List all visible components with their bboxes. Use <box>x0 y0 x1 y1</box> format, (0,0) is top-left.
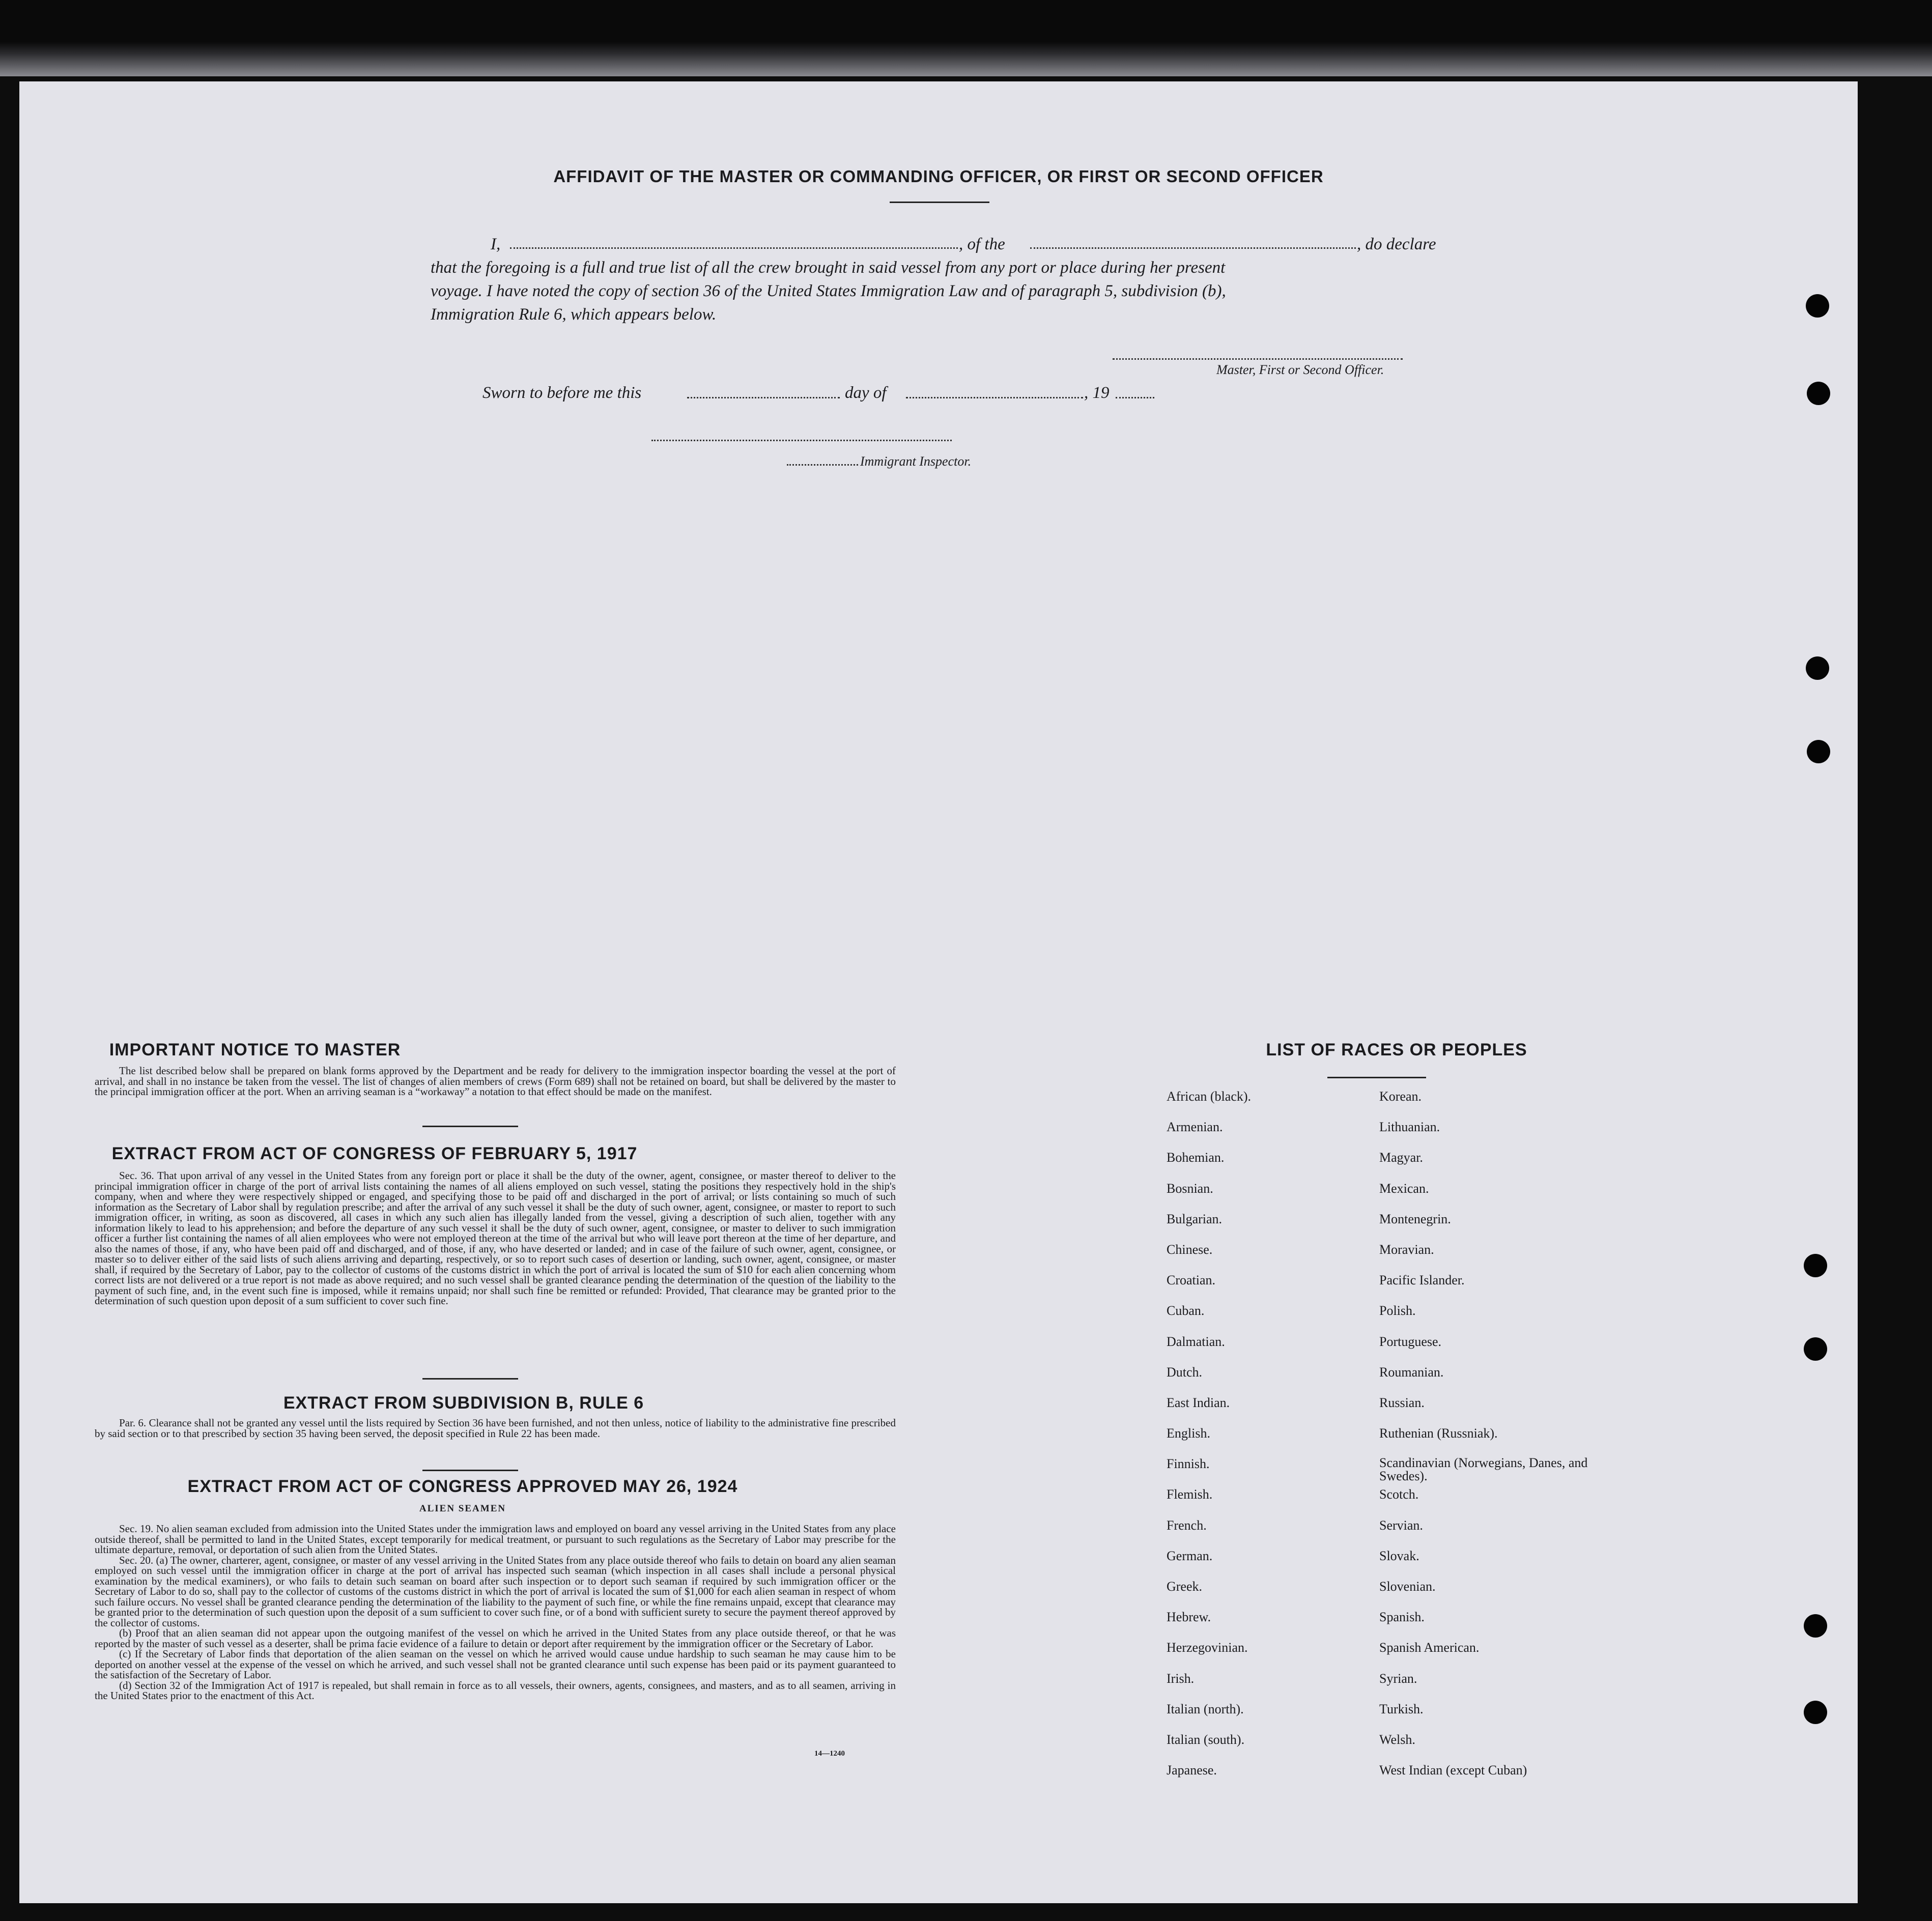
race-item: French. <box>1167 1517 1207 1533</box>
sworn-line <box>482 384 1110 403</box>
race-item: Japanese. <box>1167 1763 1217 1778</box>
races-right-column <box>1379 1089 1593 1793</box>
race-item: Chinese. <box>1167 1242 1213 1257</box>
section-20-b: (b) Proof that an alien seaman did not appear upon the outgoing manifest of the vessel on which he arrived in the United States from any place outside thereof, or that he was reported by the master of such vessel as a deserter, shall be prima facie evidence of a failure to detain or deport after requirement by the immigration officer or the Secretary of Labor. <box>95 1627 896 1650</box>
race-item: Magyar. <box>1379 1150 1423 1165</box>
declaration-body-3: Immigration Rule 6, which appears below. <box>431 305 717 324</box>
extract-rule6-divider <box>422 1470 518 1471</box>
race-item: Armenian. <box>1167 1120 1223 1135</box>
extract-1924-title: EXTRACT FROM ACT OF CONGRESS APPROVED MAY 26, 1924 <box>187 1477 738 1496</box>
extract-1917-text: Sec. 36. That upon arrival of any vessel in the United States from any foreign port or place it shall be the duty of the owner, agent, consignee, or master thereof to deliver to the principal immigration officer in charge of the port of arrival lists containing the names of all aliens employed on such vessel, stating the positions they respectively hold in the ship's company, when and where they were respectively shipped or engaged, and specifying those to be paid off and discharged in the port of arrival; or lists containing so much of such information as the Secretary of Labor shall by regulation prescribe; and after the arrival of any such vessel it shall be the duty of such owner, agent, consignee, or master to report to such immigration officer, in writing, as soon as discovered, all cases in which any such alien has illegally landed from the vessel, giving a description of such alien, together with any information likely to lead to his apprehension; and before the departure of any such vessel it shall be the duty of such owner, agent, consignee, or master to deliver to such immigration officer a further list containing the names of all alien employees who were not employed thereon at the time of the arrival but who will leave port thereon at the time of her departure, and also the names of those, if any, who have been paid off and discharged, and of those, if any, who have deserted or landed; and in case of the failure of such owner, agent, consignee, or master so to deliver either of the said lists of such aliens arriving and departing, respectively, or so to report such cases of desertion or landing, such owner, agent, consignee, or master shall, if required by the Secretary of Labor, pay to the collector of customs of the customs district in which the port of arrival is located the sum of $10 for each alien concerning whom correct lists are not delivered or a true report is not made as above required; and no such vessel shall be granted clearance pending the determination of the question of the liability to the payment of such fine, and, in the event such fine is imposed, while it remains unpaid; nor shall such fine be remitted or refunded: Provided, That clearance may be granted prior to the determination of such question upon deposit of a sum sufficient to cover such fine. <box>95 1169 896 1307</box>
binder-hole <box>1806 294 1829 318</box>
race-item: African (black). <box>1167 1089 1252 1104</box>
race-item: West Indian (except Cuban) <box>1379 1763 1527 1778</box>
race-item: Roumanian. <box>1379 1364 1444 1380</box>
extract-1917-title: EXTRACT FROM ACT OF CONGRESS OF FEBRUARY 5, 1917 <box>111 1144 638 1163</box>
declaration-body-2: voyage. I have noted the copy of section 36 of the United States Immigration Law and of paragraph 5, subdivision (b), <box>431 282 1226 300</box>
race-item: Greek. <box>1167 1579 1203 1594</box>
declaration-start: I, <box>491 235 501 253</box>
race-item: Flemish. <box>1167 1487 1213 1502</box>
title-underline <box>890 202 989 203</box>
binder-hole <box>1807 382 1830 405</box>
race-item: Italian (south). <box>1167 1732 1245 1747</box>
race-item: Lithuanian. <box>1379 1120 1440 1135</box>
race-item: Polish. <box>1379 1303 1416 1318</box>
extract-1924-text <box>95 1524 896 1701</box>
extract-1924-subtitle: ALIEN SEAMEN <box>419 1503 506 1514</box>
form-page <box>19 81 1858 1903</box>
races-left-column <box>1167 1089 1370 1793</box>
binder-hole <box>1807 740 1830 763</box>
race-item: Cuban. <box>1167 1303 1205 1318</box>
extract-1917-divider <box>422 1378 518 1380</box>
race-item: Pacific Islander. <box>1379 1273 1465 1288</box>
signature-label: Master, First or Second Officer. <box>1216 362 1384 377</box>
race-item: Montenegrin. <box>1379 1211 1451 1226</box>
race-item: Spanish American. <box>1379 1640 1480 1655</box>
races-divider <box>1327 1077 1426 1078</box>
race-item: Hebrew. <box>1167 1610 1211 1625</box>
notice-text: The list described below shall be prepared on blank forms approved by the Department and be ready for delivery to the immigration inspector boarding the vessel at the port of arrival, and shall in no instance be taken from the vessel. The list of changes of alien members of crews (Form 689) shall not be retained on board, but shall be delivered by the master to the principal immigration officer at the port. When an arriving seaman is a “workaway” a notation to that effect should be made on the manifest. <box>95 1065 896 1098</box>
race-item: Italian (north). <box>1167 1701 1244 1716</box>
race-item: Scotch. <box>1379 1487 1419 1502</box>
binder-hole <box>1804 1337 1827 1361</box>
race-item: Moravian. <box>1379 1242 1434 1257</box>
race-item: Bohemian. <box>1167 1150 1225 1165</box>
race-item: German. <box>1167 1548 1213 1563</box>
inspector-prefix-line <box>787 464 858 466</box>
race-item: Dutch. <box>1167 1364 1203 1380</box>
race-item: Finnish. <box>1167 1456 1210 1472</box>
race-item: Croatian. <box>1167 1273 1216 1288</box>
declaration-body-1: that the foregoing is a full and true list of all the crew brought in said vessel from any port or place during her present <box>431 259 1226 277</box>
section-20-d: (d) Section 32 of the Immigration Act of 1917 is repealed, but shall remain in force as to all vessels, their owners, agents, consignees, and masters, and as to all seamen, arriving in the United States prior to the enactment of this Act. <box>95 1679 896 1702</box>
form-number: 14—1240 <box>814 1750 845 1758</box>
section-20-a: Sec. 20. (a) The owner, charterer, agent, consignee, or master of any vessel arriving in the United States from any place outside thereof who fails to detain on board any alien seaman employed on such vessel until the immigration officer in charge at the port of arrival has inspected such seaman (which inspection in all cases shall include a personal physical examination by the medical examiners), or who fails to detain such seaman on board after such inspection or to deport such seaman if required by such immigration officer or the Secretary of Labor to do so, shall pay to the collector of customs of the customs district in which the port of arrival is located the sum of $1,000 for each alien seaman in respect of whom such failure occurs. No vessel shall be granted clearance pending the determination of the liability to the payment of such fine, or while the fine remains unpaid, except that clearance may be granted prior to the determination of such question upon the deposit of a sum sufficient to cover such fine, or of a bond with sufficient surety to secure the payment thereof approved by the collector of customs. <box>95 1554 896 1629</box>
race-item: Scandinavian (Norwegians, Danes, and Swedes). <box>1379 1455 1588 1484</box>
race-item: Herzegovinian. <box>1167 1640 1248 1655</box>
signature-line[interactable] <box>1113 358 1403 360</box>
race-item: Syrian. <box>1379 1671 1417 1686</box>
race-item: Portuguese. <box>1379 1334 1442 1349</box>
binder-hole <box>1804 1701 1827 1724</box>
race-item: Slovenian. <box>1379 1579 1436 1594</box>
binder-hole <box>1804 1614 1827 1638</box>
section-20-c: (c) If the Secretary of Labor finds that deportation of the alien seaman on the vessel on which he arrived would cause undue hardship to such seaman he may cause him to be deported on another vessel at the expense of the vessel on which he arrived, and such vessel shall not be granted clearance until such expense has been paid or its payment guaranteed to the satisfaction of the Secretary of Labor. <box>95 1648 896 1681</box>
race-item: Bosnian. <box>1167 1181 1213 1196</box>
race-item: Slovak. <box>1379 1548 1419 1563</box>
race-item: English. <box>1167 1426 1210 1441</box>
binder-hole <box>1804 1254 1827 1277</box>
race-item: Servian. <box>1379 1517 1423 1533</box>
sworn-start: Sworn to before me this <box>482 384 642 402</box>
race-item: Irish. <box>1167 1671 1195 1686</box>
sworn-mid: day of <box>845 384 887 402</box>
race-item: Korean. <box>1379 1089 1422 1104</box>
extract-rule6-title: EXTRACT FROM SUBDIVISION B, RULE 6 <box>283 1393 644 1413</box>
binder-hole <box>1806 656 1829 680</box>
extract-rule6-text: Par. 6. Clearance shall not be granted any vessel until the lists required by Section 36 have been furnished, and not then unless, notice of liability to the administrative fine prescribed by said section or to that prescribed by section 35 having been served, the deposit specified in Rule 22 has been made. <box>95 1417 896 1440</box>
race-item: Welsh. <box>1379 1732 1415 1747</box>
inspector-label: Immigrant Inspector. <box>860 454 972 469</box>
declaration-end: , do declare <box>1357 235 1436 253</box>
races-title: LIST OF RACES OR PEOPLES <box>1266 1040 1527 1059</box>
declaration-mid: , of the <box>959 235 1005 253</box>
race-item: Ruthenian (Russniak). <box>1379 1426 1498 1441</box>
notice-divider <box>422 1126 518 1127</box>
race-item: Russian. <box>1379 1395 1425 1410</box>
race-item: East Indian. <box>1167 1395 1230 1410</box>
notice-title: IMPORTANT NOTICE TO MASTER <box>109 1040 401 1059</box>
race-item: Bulgarian. <box>1167 1211 1223 1226</box>
affidavit-title: AFFIDAVIT OF THE MASTER OR COMMANDING OFFICER, OR FIRST OR SECOND OFFICER <box>553 167 1324 186</box>
race-item: Mexican. <box>1379 1181 1429 1196</box>
declaration-line-1 <box>491 235 1436 254</box>
race-item: Spanish. <box>1379 1610 1425 1625</box>
sworn-year-prefix: , 19 <box>1084 384 1110 402</box>
race-item: Dalmatian. <box>1167 1334 1225 1349</box>
section-19: Sec. 19. No alien seaman excluded from admission into the United States under the immigration laws and employed on board any vessel arriving in the United States from any place outside thereof, shall be permitted to land in the United States, except temporarily for medical treatment, or pursuant to such regulations as the Secretary of Labor may prescribe for the ultimate departure, removal, or deportation of such alien from the United States. <box>95 1523 896 1556</box>
race-item: Turkish. <box>1379 1701 1424 1716</box>
scan-top-edge <box>0 0 1932 76</box>
inspector-signature-line[interactable] <box>651 440 952 441</box>
